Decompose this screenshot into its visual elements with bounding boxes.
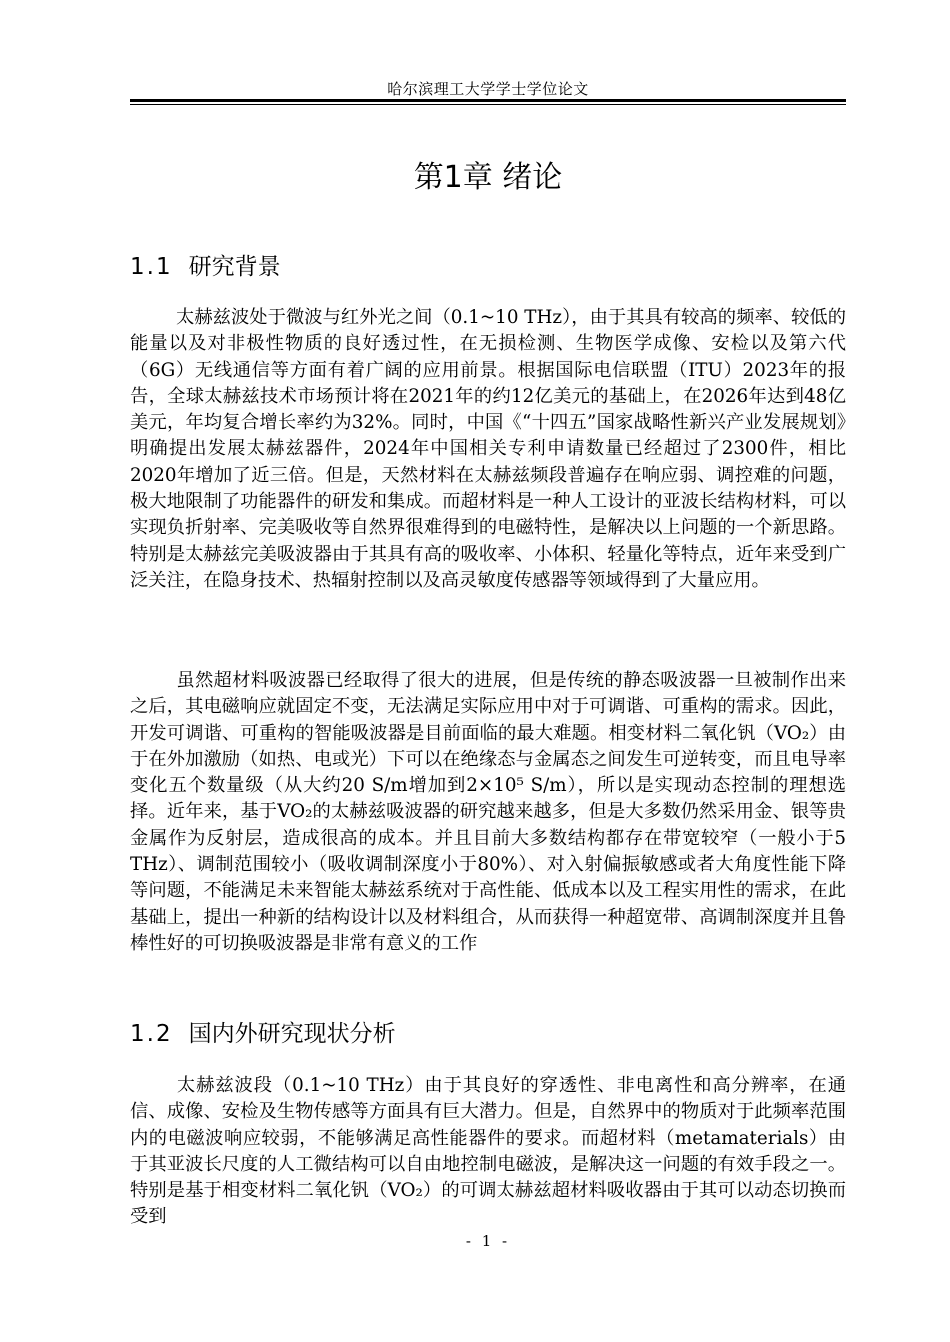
section-title: 研究背景 <box>188 254 281 280</box>
section-heading-1-2 <box>130 1015 846 1048</box>
section-title: 国内外研究现状分析 <box>188 1021 396 1047</box>
header-rule-thick <box>130 99 846 102</box>
paragraph-text: 太赫兹波段（0.1~10 THz）由于其良好的穿透性、非电离性和高分辨率，在通信、成像、安检及生物传感等方面具有巨大潜力。但是，自然界中的物质对于此频率范围内的电磁波响应较弱，不能够满足高性能器件的要求。而超材料（metamaterials）由于其亚波长尺度的人工微结构可以自由地控制电磁波，是解决这一问题的有效手段之一。特别是基于相变材料二氧化钒（VO₂）的可调太赫兹超材料吸收器由于其可以动态切换而受到 <box>130 1075 846 1228</box>
running-header: 哈尔滨理工大学学士学位论文 <box>387 80 589 98</box>
section-number: 1.2 <box>130 1021 173 1047</box>
chapter-title: 第1章 绪论 <box>413 160 563 195</box>
paragraph-background-2 <box>130 668 846 957</box>
paragraph-background-1 <box>130 305 846 594</box>
section-number: 1.1 <box>130 254 173 280</box>
section-heading-1-1 <box>130 248 846 281</box>
page-number: - 1 - <box>465 1232 511 1250</box>
header-rule-thin <box>130 104 846 105</box>
paragraph-status-1 <box>130 1073 846 1231</box>
paragraph-text: 太赫兹波处于微波与红外光之间（0.1~10 THz），由于其具有较高的频率、较低的能量以及对非极性物质的良好透过性，在无损检测、生物医学成像、安检以及第六代（6G）无线通信等方面有着广阔的应用前景。根据国际电信联盟（ITU）2023年的报告，全球太赫兹技术市场预计将在2021年的约12亿美元的基础上，在2026年达到48亿美元，年均复合增长率约为32%。同时，中国《“十四五”国家战略性新兴产业发展规划》明确提出发展太赫兹器件，2024年中国相关专利申请数量已经超过了2300件，相比2020年增加了近三倍。但是，天然材料在太赫兹频段普遍存在响应弱、调控难的问题，极大地限制了功能器件的研发和集成。而超材料是一种人工设计的亚波长结构材料，可以实现负折射率、完美吸收等自然界很难得到的电磁特性，是解决以上问题的一个新思路。特别是太赫兹完美吸波器由于其具有高的吸收率、小体积、轻量化等特点，近年来受到广泛关注，在隐身技术、热辐射控制以及高灵敏度传感器等领域得到了大量应用。 <box>130 307 846 591</box>
paragraph-text: 虽然超材料吸波器已经取得了很大的进展，但是传统的静态吸波器一旦被制作出来之后，其电磁响应就固定不变，无法满足实际应用中对于可调谐、可重构的需求。因此，开发可调谐、可重构的智能吸波器是目前面临的最大难题。相变材料二氧化钒（VO₂）由于在外加激励（如热、电或光）下可以在绝缘态与金属态之间发生可逆转变，而且电导率变化五个数量级（从大约20 S/m增加到2×10⁵ S/m），所以是实现动态控制的理想选择。近年来，基于VO₂的太赫兹吸波器的研究越来越多，但是大多数仍然采用金、银等贵金属作为反射层，造成很高的成本。并且目前大多数结构都存在带宽较窄（一般小于5 THz）、调制范围较小（吸收调制深度小于80%）、对入射偏振敏感或者大角度性能下降等问题，不能满足未来智能太赫兹系统对于高性能、低成本以及工程实用性的需求，在此基础上，提出一种新的结构设计以及材料组合，从而获得一种超宽带、高调制深度并且鲁棒性好的可切换吸波器是非常有意义的工作 <box>130 670 846 954</box>
